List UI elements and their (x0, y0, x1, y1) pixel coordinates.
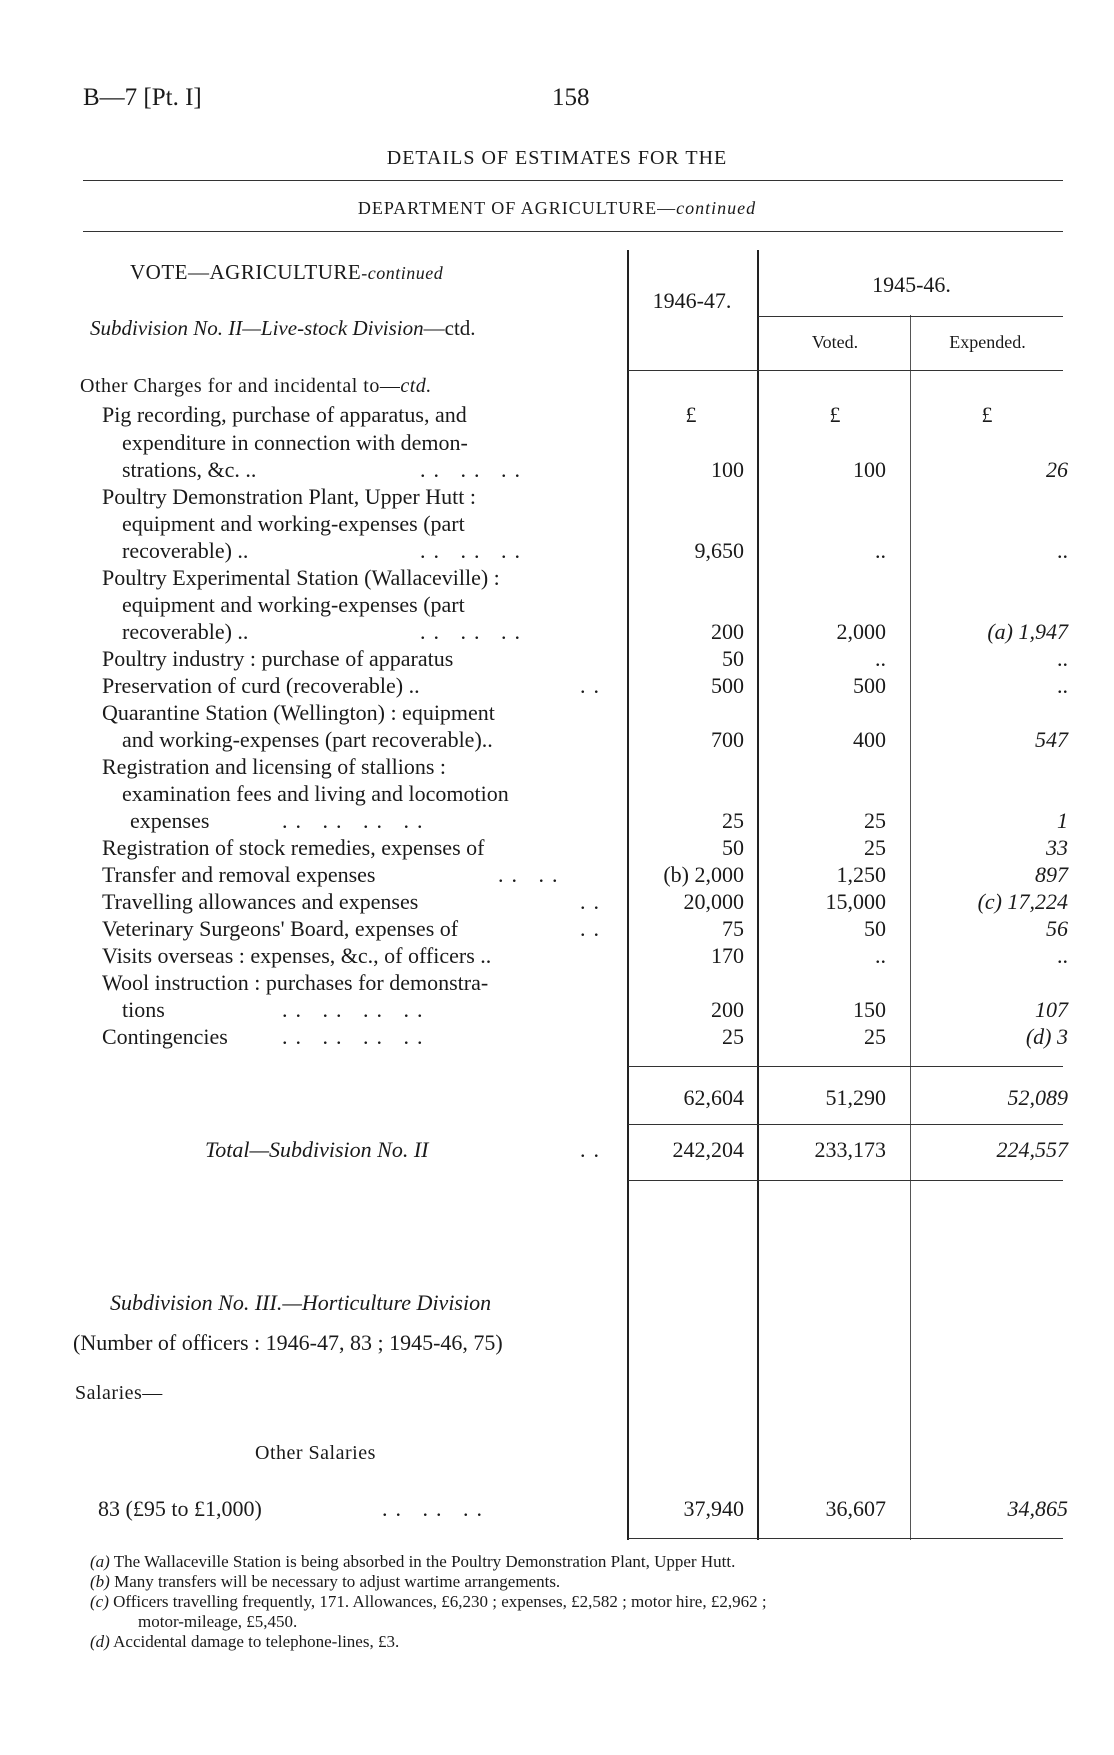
column-header-1945-46: 1945-46. (872, 272, 951, 297)
divider (83, 180, 1063, 181)
value-voted: .. (875, 538, 886, 563)
value-voted: 100 (853, 457, 886, 482)
value-1946-47: 20,000 (683, 889, 744, 914)
total-rule (628, 1180, 1063, 1181)
row-label-line: equipment and working-expenses (part (122, 592, 465, 617)
footnote-continuation: motor-mileage, £5,450. (138, 1612, 298, 1631)
row-label-line: examination fees and living and locomotion (122, 781, 509, 806)
value-1946-47: 170 (711, 943, 744, 968)
row-label-line: Veterinary Surgeons' Board, expenses of (102, 916, 459, 941)
value-voted: 1,250 (836, 862, 886, 887)
value-voted: .. (875, 646, 886, 671)
dot-leader: .. .. .. (420, 538, 528, 563)
row-label-line: Quarantine Station (Wellington) : equipment (102, 700, 495, 725)
column-rule (627, 250, 629, 1540)
other-salaries-heading: Other Salaries (255, 1442, 376, 1464)
document-reference: B—7 [Pt. I] (83, 84, 202, 111)
value-expended: (d) 3 (1025, 1024, 1068, 1049)
dot-leader: .. (580, 673, 607, 698)
dot-leader: .. .. .. .. (282, 1024, 431, 1049)
row-label-line: Poultry industry : purchase of apparatus (102, 646, 454, 671)
value-1946-47: 100 (711, 457, 744, 482)
column-rule (910, 315, 911, 1540)
salary-1946-47: 37,940 (683, 1496, 744, 1521)
vote-title: VOTE—AGRICULTURE-continued (130, 260, 444, 284)
page-title: DETAILS OF ESTIMATES FOR THE (386, 147, 728, 169)
divider (83, 231, 1063, 232)
value-expended: 26 (1046, 457, 1068, 482)
value-voted: 50 (864, 916, 886, 941)
value-1946-47: 200 (711, 997, 744, 1022)
value-1946-47: 50 (722, 835, 744, 860)
value-voted: 25 (864, 835, 886, 860)
salary-voted: 36,607 (825, 1496, 886, 1521)
value-1946-47: 25 (722, 808, 744, 833)
value-expended: 547 (1035, 727, 1068, 752)
footnote: (a) The Wallaceville Station is being absorbed in the Poultry Demonstration Plant, Upper Hutt. (90, 1552, 736, 1571)
total-1946-47: 242,204 (672, 1137, 744, 1162)
dot-leader: .. (580, 889, 607, 914)
value-expended: .. (1057, 646, 1068, 671)
value-voted: 2,000 (836, 619, 886, 644)
value-1946-47: 500 (711, 673, 744, 698)
footnote: (d) Accidental damage to telephone-lines, £3. (90, 1632, 400, 1651)
value-expended: 107 (1035, 997, 1068, 1022)
subtotal-rule (628, 1066, 1063, 1067)
value-1946-47: 200 (711, 619, 744, 644)
row-label-line: tions (122, 997, 165, 1022)
subtotal-voted: 51,290 (825, 1085, 886, 1110)
subtotal-expended: 52,089 (1007, 1085, 1068, 1110)
subdivision-3-title: Subdivision No. III.—Horticulture Division (110, 1290, 492, 1315)
row-label-line: Transfer and removal expenses (102, 862, 376, 887)
divider (758, 316, 1063, 317)
dot-leader: .. (580, 1137, 607, 1162)
row-label-line: recoverable) .. (122, 619, 249, 644)
row-label-line: Pig recording, purchase of apparatus, and (102, 402, 467, 427)
value-expended: .. (1057, 943, 1068, 968)
row-label-line: Contingencies (102, 1024, 228, 1049)
value-voted: 25 (864, 1024, 886, 1049)
value-voted: 500 (853, 673, 886, 698)
page-number: 158 (552, 84, 590, 111)
value-voted: 150 (853, 997, 886, 1022)
row-label-line: expenses (130, 808, 210, 833)
salaries-heading: Salaries— (75, 1382, 163, 1404)
row-label-line: recoverable) .. (122, 538, 249, 563)
value-expended: 1 (1057, 808, 1068, 833)
subtotal-1946-47: 62,604 (683, 1085, 744, 1110)
row-label-line: equipment and working-expenses (part (122, 511, 465, 536)
column-header-1946-47: 1946-47. (652, 288, 732, 313)
footnote: (b) Many transfers will be necessary to adjust wartime arrangements. (90, 1572, 561, 1591)
currency-symbol: £ (829, 402, 841, 427)
divider (628, 370, 1063, 371)
currency-symbol: £ (685, 402, 697, 427)
value-voted: .. (875, 943, 886, 968)
row-label-line: strations, &c. .. (122, 457, 257, 482)
value-1946-47: (b) 2,000 (663, 862, 744, 887)
divider (628, 1538, 1063, 1539)
dot-leader: .. .. .. (420, 457, 528, 482)
column-header-voted: Voted. (811, 332, 859, 352)
value-expended: 897 (1035, 862, 1068, 887)
dot-leader: .. .. .. .. (282, 997, 431, 1022)
value-expended: (a) 1,947 (987, 619, 1068, 644)
value-voted: 25 (864, 808, 886, 833)
value-voted: 400 (853, 727, 886, 752)
section-heading: Other Charges for and incidental to—ctd. (80, 375, 432, 397)
row-label-line: Poultry Experimental Station (Wallaceville) : (102, 565, 500, 590)
value-expended: .. (1057, 673, 1068, 698)
dot-leader: .. .. .. (382, 1496, 490, 1521)
dot-leader: .. .. .. (420, 619, 528, 644)
row-label-line: Travelling allowances and expenses (102, 889, 419, 914)
value-voted: 15,000 (825, 889, 886, 914)
column-header-expended: Expended. (949, 332, 1026, 352)
value-1946-47: 75 (722, 916, 744, 941)
total-voted: 233,173 (814, 1137, 886, 1162)
row-label-line: Wool instruction : purchases for demonstra- (102, 970, 489, 995)
total-rule (628, 1124, 1063, 1125)
column-rule (757, 250, 759, 1540)
value-expended: 33 (1046, 835, 1068, 860)
row-label-line: Poultry Demonstration Plant, Upper Hutt : (102, 484, 476, 509)
dot-leader: .. .. .. .. (282, 808, 431, 833)
row-label-line: and working-expenses (part recoverable).. (122, 727, 493, 752)
value-1946-47: 9,650 (694, 538, 744, 563)
total-expended: 224,557 (996, 1137, 1068, 1162)
salary-expended: 34,865 (1007, 1496, 1068, 1521)
value-expended: (c) 17,224 (977, 889, 1068, 914)
value-1946-47: 50 (722, 646, 744, 671)
value-expended: .. (1057, 538, 1068, 563)
dot-leader: .. (580, 916, 607, 941)
value-1946-47: 700 (711, 727, 744, 752)
value-1946-47: 25 (722, 1024, 744, 1049)
row-label-line: expenditure in connection with demon- (122, 430, 468, 455)
total-label: Total—Subdivision No. II (205, 1137, 429, 1162)
footnote: (c) Officers travelling frequently, 171. Allowances, £6,230 ; expenses, £2,582 ; motor hire, £2,962 ; (90, 1592, 767, 1611)
value-expended: 56 (1046, 916, 1068, 941)
row-label-line: Visits overseas : expenses, &c., of officers .. (102, 943, 492, 968)
subdivision-title: Subdivision No. II—Live-stock Division—ctd. (90, 316, 476, 340)
currency-symbol: £ (981, 402, 993, 427)
salary-line-label: 83 (£95 to £1,000) (98, 1496, 262, 1521)
row-label-line: Registration and licensing of stallions : (102, 754, 447, 779)
officer-count: (Number of officers : 1946-47, 83 ; 1945-46, 75) (73, 1330, 503, 1355)
row-label-line: Preservation of curd (recoverable) .. (102, 673, 420, 698)
department-heading: DEPARTMENT OF AGRICULTURE—continued (357, 198, 757, 218)
dot-leader: .. .. (498, 862, 566, 887)
row-label-line: Registration of stock remedies, expenses of (102, 835, 485, 860)
